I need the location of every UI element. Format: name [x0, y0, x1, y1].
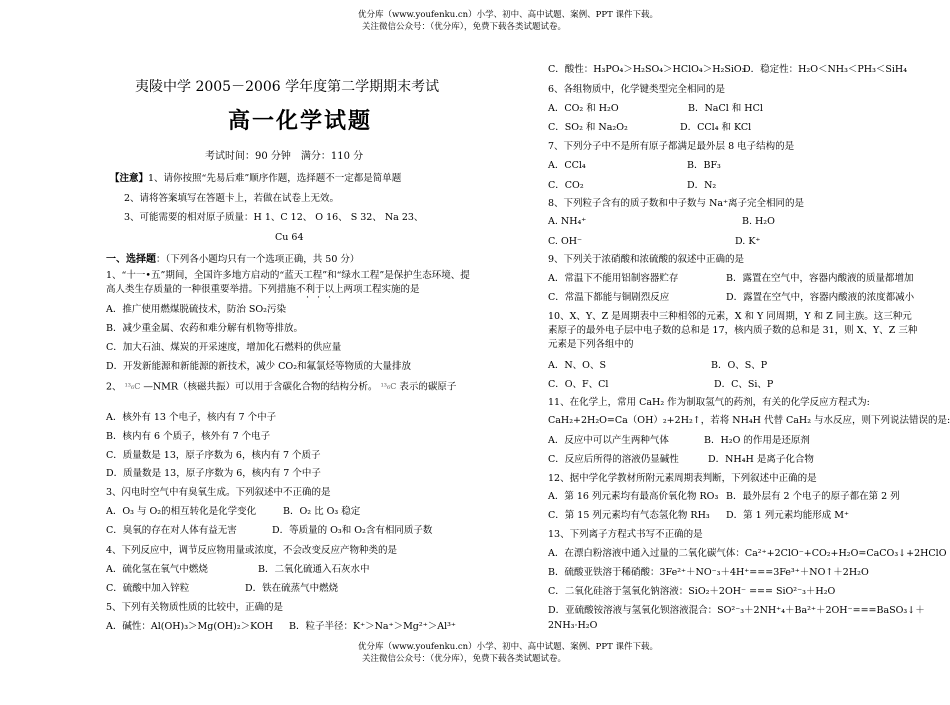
q1-stem-b: 高人类生存质量的一种很重要举措。下列措施不利于以上两项工程实施的是 [106, 284, 420, 295]
q10-option-d: D．C、Si、P [714, 379, 774, 390]
notes-item-3: 3、可能需要的相对原子质量：H 1、C 12、 O 16、 S 32、 Na 23、 [124, 212, 424, 223]
q5-stem: 5、下列有关物质性质的比较中，正确的是 [106, 602, 284, 613]
exam-school-title: 夷陵中学 2005－2006 学年度第二学期期末考试 [135, 79, 440, 95]
nuclide-c13-icon: ¹³₆C [124, 382, 141, 391]
q7-option-b: B．BF₃ [687, 160, 721, 171]
q13-option-c: C．二氧化硅溶于氢氧化钠溶液：SiO₂＋2OH⁻ === SiO²⁻₃＋H₂O [548, 586, 836, 597]
q13-option-a: A．在漂白粉溶液中通入过量的二氧化碳气体：Ca²⁺+2ClO⁻+CO₂+H₂O=CaCO₃↓+2HClO [548, 548, 947, 559]
q3-option-c: C．臭氧的存在对人体有益无害 [106, 525, 237, 536]
notes-item-2: 2、请将答案填写在答题卡上，若做在试卷上无效。 [124, 193, 340, 204]
notes-item-3-cont: Cu 64 [275, 232, 304, 243]
header-line-1: 优分库（www.youfenku.cn）小学、初中、高中试题、案例、PPT 课件下载。 [358, 10, 658, 20]
q1-option-c: C．加大石油、煤炭的开采速度，增加化石燃料的供应量 [106, 342, 342, 353]
q4-option-a: A．硫化氢在氧气中燃烧 [106, 564, 208, 575]
exam-time-info: 考试时间：90 分钟 满分：110 分 [205, 151, 364, 162]
q4-stem: 4、下列反应中，调节反应物用量或浓度，不会改变反应产物种类的是 [106, 545, 398, 556]
section-1-label: 一、选择题 [106, 254, 156, 265]
q2-text-2: 表示的碳原子 [399, 381, 457, 393]
q5-option-d: D．稳定性：H₂O＜NH₃＜PH₃＜SiH₄ [743, 64, 908, 75]
q9-option-b: B．露置在空气中，容器内酸液的质量都增加 [726, 273, 914, 284]
q1-option-a: A．推广使用燃煤脱硫技术，防治 SO₂污染 [106, 304, 286, 315]
q5-option-a: A．碱性：Al(OH)₃＞Mg(OH)₂＞KOH [106, 621, 274, 632]
q11-stem-b: CaH₂+2H₂O=Ca（OH）₂+2H₂↑，若将 NH₄H 代替 CaH₂ 与水反应，则下列说法错误的是: [548, 415, 950, 426]
q3-stem: 3、闪电时空气中有臭氧生成。下列叙述中不正确的是 [106, 487, 331, 498]
q2-stem [106, 381, 456, 394]
q7-option-d: D．N₂ [687, 180, 717, 191]
q6-option-a: A．CO₂ 和 H₂O [548, 103, 619, 114]
q13-option-d-2: 2NH₃·H₂O [548, 620, 598, 631]
q3-option-b: B．O₂ 比 O₃ 稳定 [283, 506, 361, 517]
q7-option-c: C．CO₂ [548, 180, 584, 191]
footer-line-1: 优分库（www.youfenku.cn）小学、初中、高中试题、案例、PPT 课件下载。 [358, 642, 658, 652]
q11-option-c: C．反应后所得的溶液仍显碱性 [548, 454, 679, 465]
q9-option-a: A．常温下不能用铝制容器贮存 [548, 273, 679, 284]
q12-option-a: A．第 16 列元素均有最高价氧化物 RO₃ [548, 491, 719, 502]
q11-option-a: A．反应中可以产生两种气体 [548, 435, 669, 446]
q12-stem: 12、据中学化学教材所附元素周期表判断，下列叙述中正确的是 [548, 473, 817, 484]
q11-option-b: B．H₂O 的作用是还原剂 [704, 435, 810, 446]
notes-label: 【注意】 [110, 173, 149, 184]
q5-option-c: C．酸性：H₃PO₄＞H₂SO₄＞HClO₄＞H₂SiO₃ [548, 64, 746, 75]
q13-stem: 13、下列离子方程式书写不正确的是 [548, 529, 703, 540]
q2-number: 2、 [106, 381, 122, 393]
q4-option-b: B．二氧化硫通入石灰水中 [258, 564, 370, 575]
q13-option-b: B．硫酸亚铁溶于稀硝酸：3Fe²⁺＋NO⁻₃＋4H⁺===3Fe³⁺＋NO↑＋2H₂O [548, 567, 869, 578]
q8-option-b: B. H₂O [742, 216, 775, 227]
q5-option-b: B．粒子半径：K⁺＞Na⁺＞Mg²⁺＞Al³⁺ [289, 621, 456, 632]
q3-option-a: A．O₃ 与 O₂的相互转化是化学变化 [106, 506, 257, 517]
q3-option-d: D．等质量的 O₃和 O₂含有相同质子数 [272, 525, 433, 536]
q2-option-d: D．质量数是 13，原子序数为 6，核内有 7 个中子 [106, 468, 321, 479]
q10-stem-b: 素原子的最外电子层中电子数的总和是 17，核内质子数的总和是 31，则 X、Y、Z 三种 [548, 325, 918, 336]
q10-stem-c: 元素是下列各组中的 [548, 339, 634, 350]
q1-stem-a: 1、“十一•五”期间，全国许多地方启动的“蓝天工程”和“绿水工程”是保护生态环境、提 [106, 270, 470, 281]
exam-subject-title: 高一化学试题 [228, 108, 373, 134]
q8-option-d: D. K⁺ [735, 236, 761, 247]
q10-option-a: A．N、O、S [548, 360, 606, 371]
header-line-2: 关注微信公众号：（优分库），免费下载各类试题试卷。 [362, 22, 567, 32]
q10-option-b: B．O、S、P [711, 360, 768, 371]
q2-text-1: —NMR（核磁共振）可以用于含碳化合物的结构分析。 [143, 381, 378, 393]
q2-option-a: A．核外有 13 个电子，核内有 7 个中子 [106, 412, 277, 423]
q6-option-b: B．NaCl 和 HCl [688, 103, 763, 114]
q11-stem-a: 11、在化学上，常用 CaH₂ 作为制取氢气的药剂，有关的化学反应方程式为: [548, 397, 870, 408]
q12-option-c: C．第 15 列元素均有气态氢化物 RH₃ [548, 510, 710, 521]
notes-line-1 [110, 173, 401, 185]
q9-stem: 9、下列关于浓硝酸和浓硫酸的叙述中正确的是 [548, 254, 745, 265]
q8-option-a: A. NH₄⁺ [548, 216, 587, 227]
q9-option-d: D．露置在空气中，容器内酸液的浓度都减小 [726, 292, 915, 303]
q4-option-c: C．硫酸中加入锌粒 [106, 583, 190, 594]
notes-item-1: 1、请你按照“先易后难”顺序作题，选择题不一定都是简单题 [148, 173, 402, 184]
q4-option-d: D．铁在硫蒸气中燃烧 [245, 583, 339, 594]
q10-option-c: C．O、F、Cl [548, 379, 609, 390]
q2-option-c: C．质量数是 13，原子序数为 6，核内有 7 个质子 [106, 450, 321, 461]
nuclide-c13-icon-2: ¹³₆C [380, 382, 397, 391]
q8-option-c: C. OH⁻ [548, 236, 583, 247]
q13-option-d-1: D．亚硫酸铵溶液与氢氧化钡溶液混合：SO²⁻₃＋2NH⁺₄＋Ba²⁺＋2OH⁻===BaSO₃↓＋ [548, 605, 925, 616]
q6-stem: 6、各组物质中，化学键类型完全相同的是 [548, 84, 726, 95]
q8-stem: 8、下列粒子含有的质子数和中子数与 Na⁺离子完全相同的是 [548, 198, 805, 209]
q1-emphasis-dots: ··· [306, 292, 340, 303]
q12-option-b: B．最外层有 2 个电子的原子都在第 2 列 [726, 491, 900, 502]
q11-option-d: D．NH₄H 是离子化合物 [708, 454, 814, 465]
q1-option-b: B．减少重金属、农药和难分解有机物等排放。 [106, 323, 303, 334]
q6-option-d: D．CCl₄ 和 KCl [680, 122, 752, 133]
q2-option-b: B．核内有 6 个质子，核外有 7 个电子 [106, 431, 271, 442]
section-1-desc: ：（下列各小题均只有一个选项正确，共 50 分） [156, 254, 360, 265]
q12-option-d: D．第 1 列元素均能形成 M⁺ [726, 510, 849, 521]
q7-option-a: A．CCl₄ [548, 160, 586, 171]
q9-option-c: C．常温下都能与铜剧烈反应 [548, 292, 670, 303]
footer-line-2: 关注微信公众号：（优分库），免费下载各类试题试卷。 [362, 654, 567, 664]
q1-option-d: D．开发新能源和新能源的新技术，减少 CO₂和氟氯烃等物质的大量排放 [106, 361, 412, 372]
q10-stem-a: 10、X、Y、Z 是周期表中三种相邻的元素，X 和 Y 同周期，Y 和 Z 同主族。这三种元 [548, 311, 912, 322]
q7-stem: 7、下列分子中不是所有原子都满足最外层 8 电子结构的是 [548, 141, 795, 152]
q6-option-c: C．SO₂ 和 Na₂O₂ [548, 122, 628, 133]
section-1-heading [106, 250, 359, 265]
